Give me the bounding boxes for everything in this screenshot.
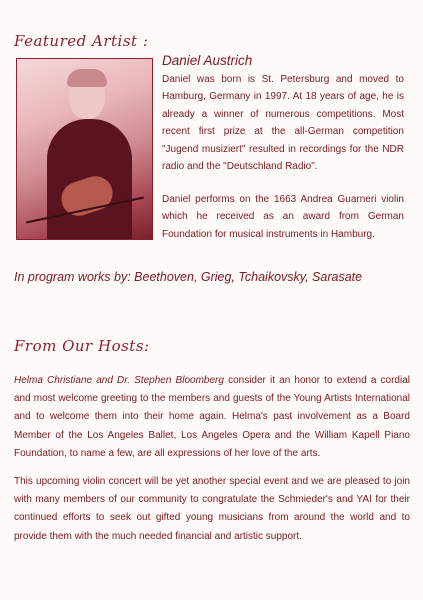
- hosts-heading: From Our Hosts:: [14, 337, 150, 355]
- artist-photo: [16, 58, 153, 240]
- featured-artist-heading: Featured Artist :: [14, 32, 149, 50]
- host-names: Helma Christiane and Dr. Stephen Bloomberg: [14, 375, 224, 386]
- photo-figure-hair: [67, 69, 107, 87]
- artist-name: Daniel Austrich: [162, 53, 253, 68]
- hosts-paragraph-1-text: consider it an honor to extend a cordial and most welcome greeting to the members and guests of the Young Artists International and to welcome them into their home again. Helma's past involvement as a Board Member of the Los Angeles Ballet, Los Angeles Opera and the William Kapell Piano Foundation, to name a few, are all expressions of her love of the arts.: [14, 375, 410, 459]
- program-works: In program works by: Beethoven, Grieg, Tchaikovsky, Sarasate: [14, 270, 363, 284]
- hosts-paragraph-2: This upcoming violin concert will be yet another special event and we are pleased to join with many members of our community to congratulate the Schmieder's and YAI for their continued efforts to seek out gifted young musicians from around the world and to provide them with the much needed financial and artistic support.: [14, 476, 410, 542]
- artist-bio-paragraph-1: Daniel was born is St. Petersburg and moved to Hamburg, Germany in 1997. At 18 years of age, he is already a winner of numerous competitions. Most recent first prize at the all-German competition "Jugend musiziert" resulted in recordings for the NDR radio and the "Deutschland Radio".: [162, 74, 404, 173]
- hosts-paragraph-1: [14, 372, 410, 463]
- artist-bio-paragraph-2: Daniel performs on the 1663 Andrea Guarneri violin which he received as an award from German Foundation for musical instruments in Hamburg.: [162, 194, 404, 240]
